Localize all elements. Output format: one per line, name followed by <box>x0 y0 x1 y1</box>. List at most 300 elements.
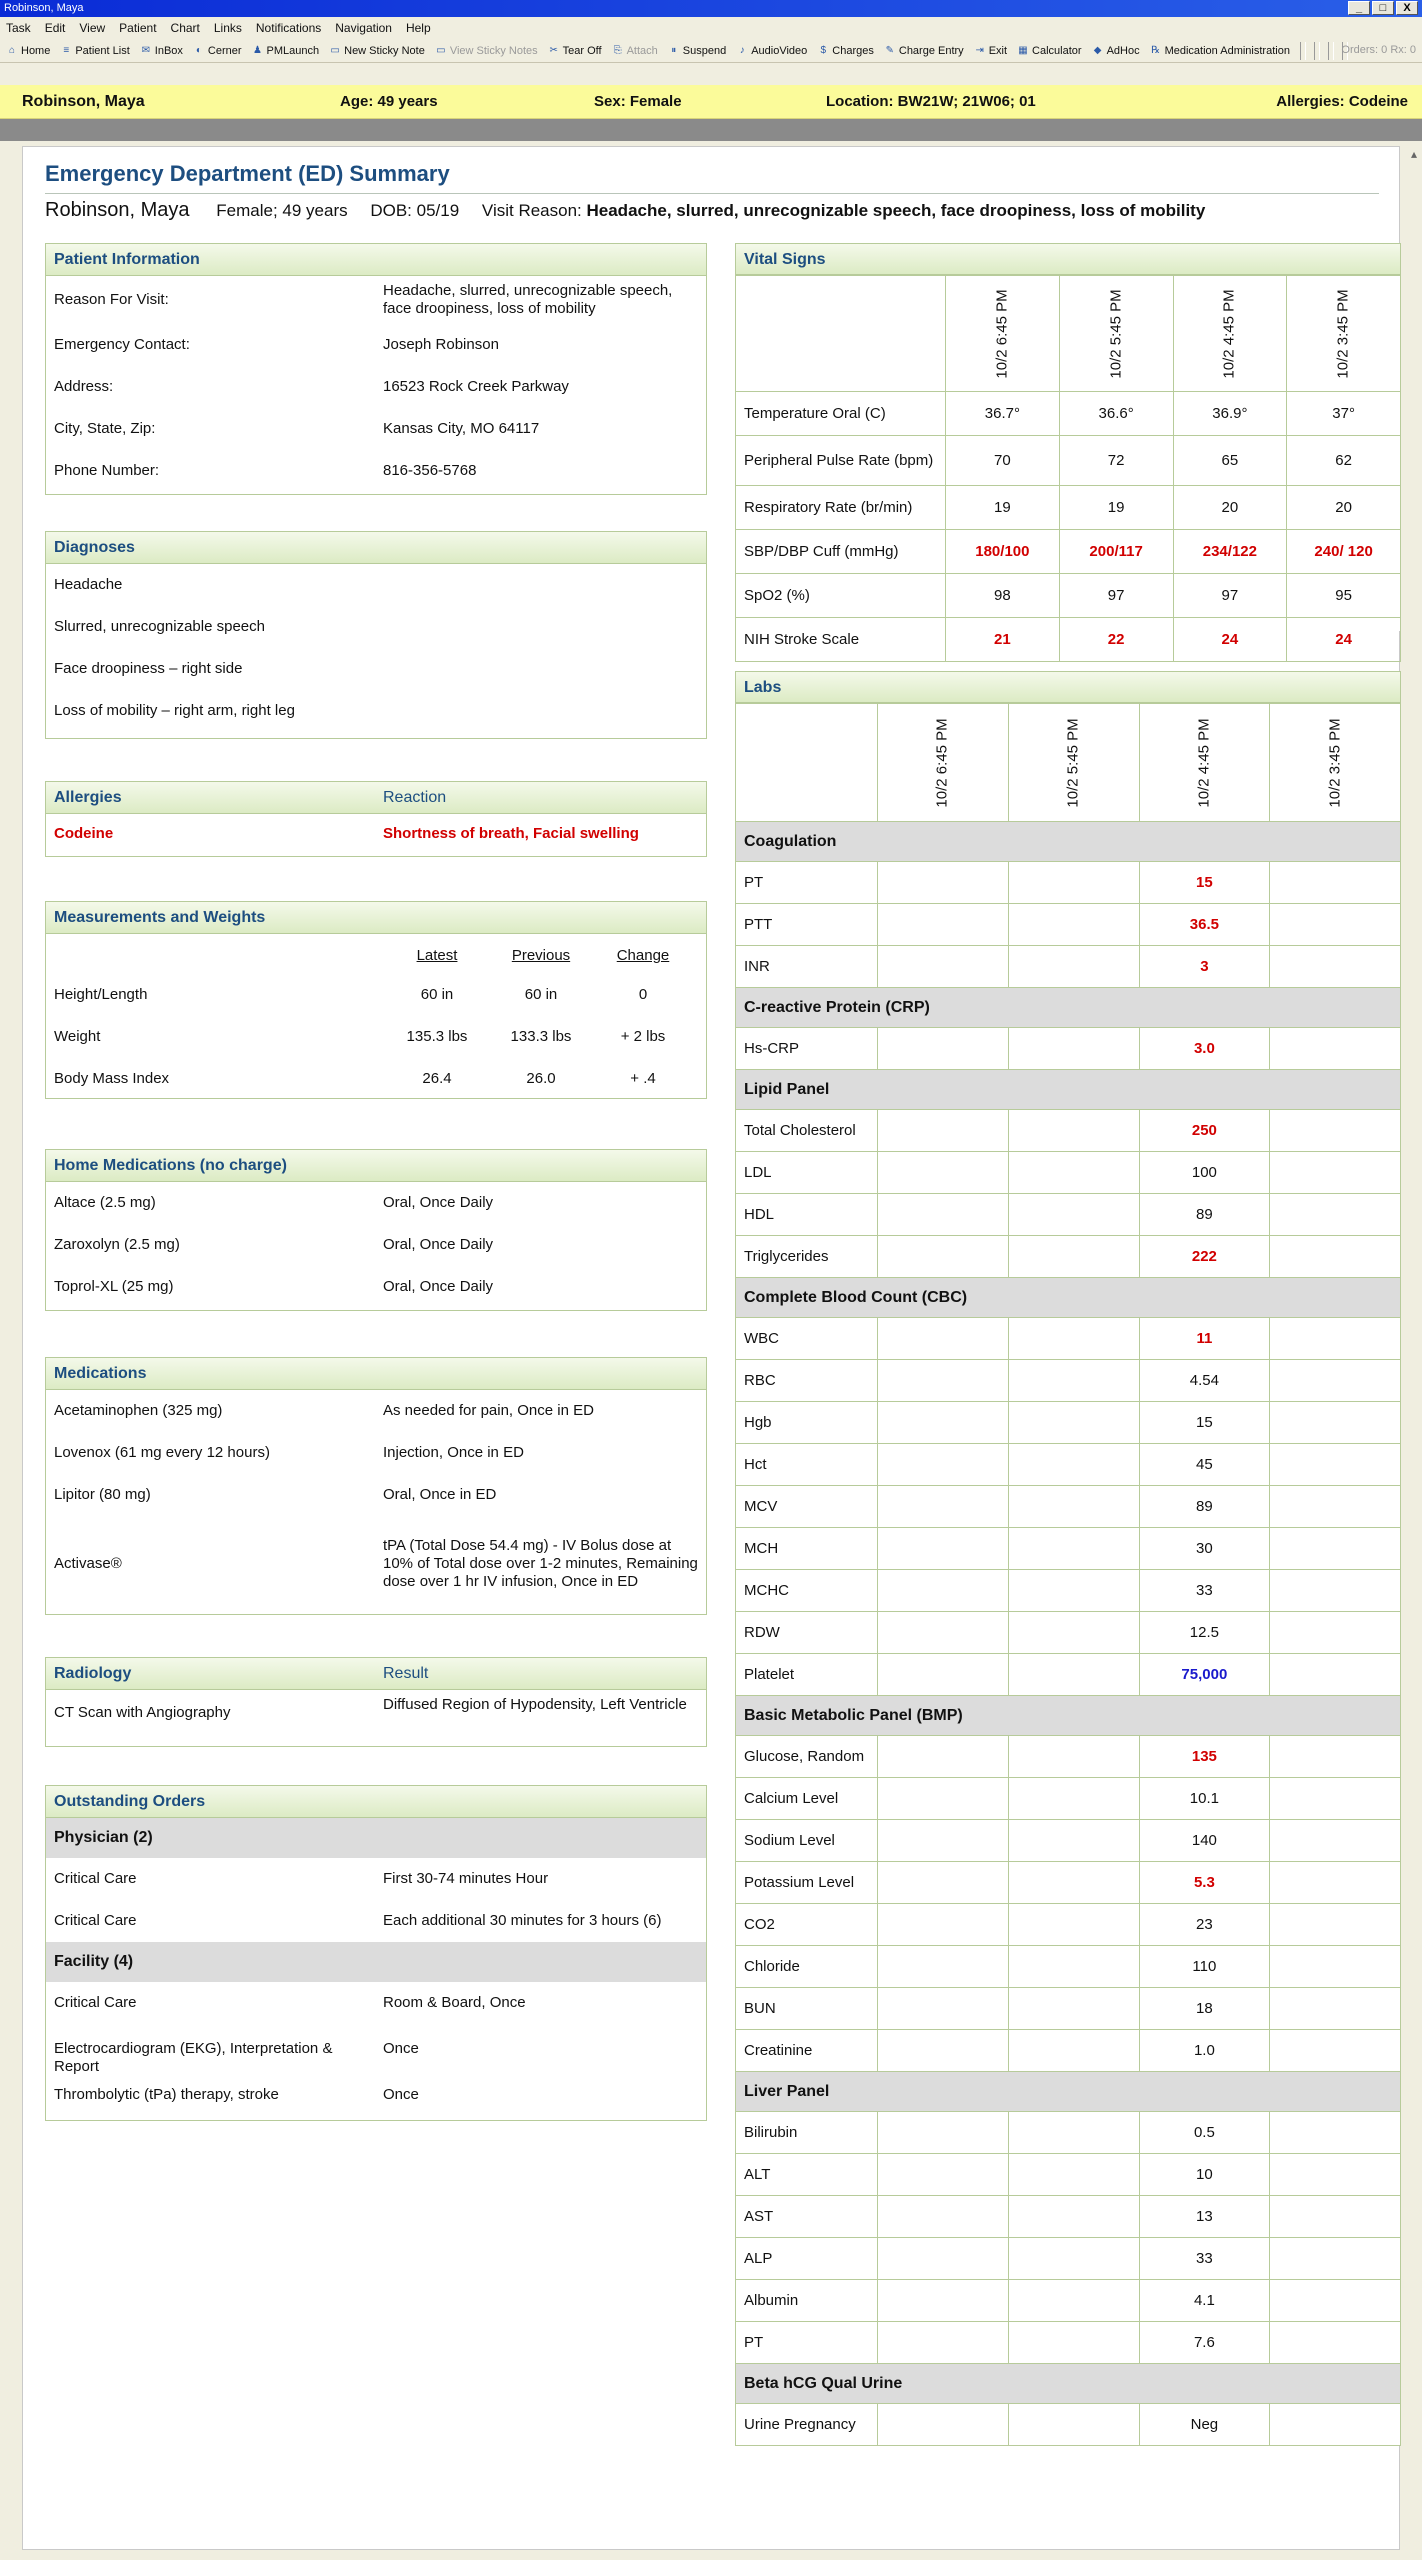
lab-empty-cell <box>1270 1612 1401 1654</box>
cerner-icon: ◐ <box>195 44 202 56</box>
lab-empty-cell <box>1270 1528 1401 1570</box>
lab-test-label: Albumin <box>736 2280 878 2322</box>
lab-result-value: Neg <box>1139 2404 1270 2446</box>
toolbar-view-sticky-notes-button[interactable] <box>435 45 538 57</box>
lab-test-label: Triglycerides <box>736 1236 878 1278</box>
measurement-row <box>46 974 706 1016</box>
lab-empty-cell <box>878 1194 1009 1236</box>
toolbar-calculator-button[interactable] <box>1017 45 1082 57</box>
measurement-value: 60 in <box>420 986 454 1003</box>
allergy-reaction: Shortness of breath, Facial swelling <box>383 825 639 842</box>
menu-bar <box>0 17 1422 39</box>
lab-test-label: PTT <box>736 904 878 946</box>
toolbar-button-label: Cerner <box>207 44 242 57</box>
measurement-value: 135.3 lbs <box>406 1028 468 1045</box>
toolbar-button-label: Exit <box>988 44 1008 57</box>
toolbar-adhoc-button[interactable] <box>1092 45 1140 57</box>
lab-section-title: Complete Blood Count (CBC) <box>736 1278 1401 1318</box>
lab-section-row <box>736 1070 1401 1110</box>
banner-location: Location: BW21W; 21W06; 01 <box>826 93 1036 110</box>
lab-empty-cell <box>878 1862 1009 1904</box>
menu-edit[interactable]: Edit <box>44 21 66 35</box>
diagnosis-text: Slurred, unrecognizable speech <box>54 618 265 635</box>
lab-empty-cell <box>878 904 1009 946</box>
lab-empty-cell <box>1008 2112 1139 2154</box>
labs-header: Labs <box>735 671 1401 703</box>
lab-empty-cell <box>878 1528 1009 1570</box>
suspend-icon: ⏸ <box>671 44 677 56</box>
patient-banner <box>0 85 1422 119</box>
labs-corner-cell <box>736 704 878 822</box>
audio-video-icon: ♪ <box>739 44 745 56</box>
lab-test-label: Urine Pregnancy <box>736 2404 878 2446</box>
lab-result-value: 89 <box>1139 1486 1270 1528</box>
toolbar-patient-list-button[interactable] <box>60 45 129 57</box>
patient-list-icon: ≡ <box>63 44 70 56</box>
lab-empty-cell <box>1008 1654 1139 1696</box>
lab-test-label: RBC <box>736 1360 878 1402</box>
lab-empty-cell <box>1270 1360 1401 1402</box>
lab-section-title: Basic Metabolic Panel (BMP) <box>736 1696 1401 1736</box>
patient-info-row-value: Headache, slurred, unrecognizable speech, face droopiness, loss of mobility <box>383 282 673 317</box>
lab-empty-cell <box>1270 2030 1401 2072</box>
facility-order-row-label: Electrocardiogram (EKG), Interpretation & Report <box>54 2040 333 2075</box>
lab-result-row <box>736 1028 1401 1070</box>
allergies-header <box>46 782 706 814</box>
banner-age: Age: 49 years <box>340 93 438 110</box>
toolbar-attach-button[interactable] <box>612 45 658 57</box>
patient-info-row-label: Reason For Visit: <box>54 291 169 308</box>
vital-signs-table <box>735 275 1401 662</box>
visit-reason-label: Visit Reason: <box>481 201 582 220</box>
medication-row-label: Lovenox (61 mg every 12 hours) <box>54 1444 270 1461</box>
vital-sign-value: 22 <box>1059 618 1173 662</box>
lab-result-row <box>736 2238 1401 2280</box>
lab-result-row <box>736 1946 1401 1988</box>
vital-sign-value: 19 <box>946 486 1060 530</box>
toolbar-inbox-button[interactable] <box>140 45 183 57</box>
vital-sign-value: 180/100 <box>946 530 1060 574</box>
lab-test-label: CO2 <box>736 1904 878 1946</box>
lab-section-title: Lipid Panel <box>736 1070 1401 1110</box>
lab-empty-cell <box>1270 862 1401 904</box>
lab-result-row <box>736 1486 1401 1528</box>
lab-result-row <box>736 1862 1401 1904</box>
diagnosis-item <box>46 648 706 690</box>
page-title: Emergency Department (ED) Summary <box>45 161 450 186</box>
lab-empty-cell <box>1270 1194 1401 1236</box>
maximize-button[interactable]: □ <box>1372 1 1394 15</box>
lab-result-row <box>736 1528 1401 1570</box>
vital-signs-panel <box>735 243 1401 648</box>
lab-empty-cell <box>878 1028 1009 1070</box>
lab-empty-cell <box>1270 2112 1401 2154</box>
lab-empty-cell <box>878 1612 1009 1654</box>
toolbar-separator <box>1300 42 1306 60</box>
toolbar-exit-button[interactable] <box>974 45 1007 57</box>
lab-empty-cell <box>1008 1778 1139 1820</box>
diagnosis-text: Loss of mobility – right arm, right leg <box>54 702 295 719</box>
lab-test-label: INR <box>736 946 878 988</box>
vital-sign-label: Temperature Oral (C) <box>736 392 946 436</box>
lab-result-value: 18 <box>1139 1988 1270 2030</box>
lab-test-label: Total Cholesterol <box>736 1110 878 1152</box>
lab-empty-cell <box>878 1778 1009 1820</box>
radiology-header <box>46 1658 706 1690</box>
labs-panel <box>735 671 1401 2446</box>
lab-result-row <box>736 1110 1401 1152</box>
toolbar-separator <box>1314 42 1320 60</box>
calculator-icon: ▦ <box>1018 44 1028 56</box>
facility-orders-group: Facility (4) <box>46 1942 706 1982</box>
lab-empty-cell <box>1270 1904 1401 1946</box>
lab-result-row <box>736 1152 1401 1194</box>
vital-sign-label: SpO2 (%) <box>736 574 946 618</box>
lab-result-value: 12.5 <box>1139 1612 1270 1654</box>
lab-result-value: 11 <box>1139 1318 1270 1360</box>
lab-test-label: Glucose, Random <box>736 1736 878 1778</box>
lab-empty-cell <box>1270 1318 1401 1360</box>
previous-column-header: Previous <box>511 947 571 964</box>
menu-navigation[interactable]: Navigation <box>335 21 392 35</box>
lab-result-row <box>736 2322 1401 2364</box>
vitals-time-label: 10/2 5:45 PM <box>1107 288 1125 379</box>
lab-section-row <box>736 988 1401 1028</box>
toolbar-button-label: New Sticky Note <box>344 44 425 57</box>
home-icon: ⌂ <box>8 44 16 56</box>
lab-test-label: Calcium Level <box>736 1778 878 1820</box>
diagnosis-item <box>46 690 706 732</box>
toolbar-separator <box>1328 42 1334 60</box>
lab-empty-cell <box>1270 904 1401 946</box>
lab-empty-cell <box>1008 946 1139 988</box>
vital-sign-value: 24 <box>1287 618 1401 662</box>
vital-sign-label: Respiratory Rate (br/min) <box>736 486 946 530</box>
lab-test-label: Chloride <box>736 1946 878 1988</box>
lab-empty-cell <box>1008 1110 1139 1152</box>
lab-empty-cell <box>1270 1778 1401 1820</box>
lab-result-value: 135 <box>1139 1736 1270 1778</box>
vital-sign-row <box>736 530 1401 574</box>
toolbar-audiovideo-button[interactable] <box>736 45 807 57</box>
lab-result-row <box>736 2030 1401 2072</box>
toolbar-tear-off-button[interactable] <box>548 45 602 57</box>
lab-empty-cell <box>1270 1570 1401 1612</box>
medication-row <box>46 1516 706 1612</box>
vital-sign-value: 98 <box>946 574 1060 618</box>
patient-info-row <box>46 366 706 408</box>
toolbar-button-label: AdHoc <box>1106 44 1140 57</box>
toolbar-home-button[interactable] <box>6 45 50 57</box>
toolbar-charges-button[interactable] <box>817 45 874 57</box>
facility-order-row <box>46 2074 706 2116</box>
patient-info-row <box>46 324 706 366</box>
lab-section-title: Coagulation <box>736 822 1401 862</box>
menu-patient[interactable]: Patient <box>119 21 157 35</box>
lab-result-value: 30 <box>1139 1528 1270 1570</box>
lab-result-row <box>736 1570 1401 1612</box>
lab-test-label: WBC <box>736 1318 878 1360</box>
diagnosis-text: Headache <box>54 576 123 593</box>
facility-order-row <box>46 2024 706 2074</box>
menu-notifications[interactable]: Notifications <box>255 21 322 35</box>
banner-divider <box>0 119 1422 141</box>
charge-entry-icon: ✎ <box>885 44 895 56</box>
lab-empty-cell <box>1008 1028 1139 1070</box>
vitals-time-header <box>1173 276 1287 392</box>
labs-time-label: 10/2 4:45 PM <box>1195 717 1213 808</box>
lab-empty-cell <box>1008 904 1139 946</box>
lab-empty-cell <box>878 1486 1009 1528</box>
lab-test-label: MCV <box>736 1486 878 1528</box>
measurement-value: + 2 lbs <box>620 1028 666 1045</box>
toolbar-charge-entry-button[interactable] <box>884 45 964 57</box>
lab-empty-cell <box>1270 1736 1401 1778</box>
lab-empty-cell <box>878 862 1009 904</box>
lab-empty-cell <box>1008 1612 1139 1654</box>
home-med-row-label: Altace (2.5 mg) <box>54 1194 156 1211</box>
home-med-row-label: Zaroxolyn (2.5 mg) <box>54 1236 180 1253</box>
labs-time-header <box>1270 704 1401 822</box>
radiology-title: Radiology <box>54 1665 132 1682</box>
toolbar-suspend-button[interactable] <box>668 45 726 57</box>
physician-order-row <box>46 1858 706 1900</box>
menu-chart[interactable]: Chart <box>170 21 200 35</box>
lab-empty-cell <box>878 1654 1009 1696</box>
vital-sign-value: 200/117 <box>1059 530 1173 574</box>
orders-count: Orders: 0 Rx: 0 <box>1341 44 1416 56</box>
medication-row <box>46 1432 706 1474</box>
lab-result-value: 3.0 <box>1139 1028 1270 1070</box>
measurement-value: 26.0 <box>526 1070 556 1087</box>
banner-sex: Sex: Female <box>594 93 682 110</box>
lab-section-row <box>736 822 1401 862</box>
lab-empty-cell <box>1008 2196 1139 2238</box>
toolbar-new-sticky-note-button[interactable] <box>329 45 425 57</box>
result-column-header: Result <box>383 1665 429 1682</box>
measurement-row <box>46 1016 706 1058</box>
lab-result-value: 1.0 <box>1139 2030 1270 2072</box>
lab-empty-cell <box>1008 2030 1139 2072</box>
toolbar-button-label: Tear Off <box>562 44 602 57</box>
lab-result-row <box>736 862 1401 904</box>
view-sticky-icon: ▭ <box>436 44 446 56</box>
diagnosis-text: Face droopiness – right side <box>54 660 243 677</box>
lab-section-row <box>736 1278 1401 1318</box>
vital-sign-row <box>736 574 1401 618</box>
facility-order-row-label: Thrombolytic (tPa) therapy, stroke <box>54 2086 279 2103</box>
lab-empty-cell <box>878 1904 1009 1946</box>
summary-dob: DOB: 05/19 <box>370 201 460 220</box>
lab-result-value: 10 <box>1139 2154 1270 2196</box>
lab-empty-cell <box>878 1988 1009 2030</box>
lab-empty-cell <box>878 1820 1009 1862</box>
lab-test-label: HDL <box>736 1194 878 1236</box>
lab-result-row <box>736 2404 1401 2446</box>
diagnosis-item <box>46 606 706 648</box>
toolbar-button-label: Suspend <box>682 44 727 57</box>
lab-empty-cell <box>1008 1152 1139 1194</box>
lab-section-title: C-reactive Protein (CRP) <box>736 988 1401 1028</box>
vitals-time-label: 10/2 6:45 PM <box>993 288 1011 379</box>
lab-empty-cell <box>1008 1570 1139 1612</box>
medication-row-value: As needed for pain, Once in ED <box>383 1402 594 1419</box>
lab-result-row <box>736 1654 1401 1696</box>
lab-empty-cell <box>1008 862 1139 904</box>
medication-row-label: Lipitor (80 mg) <box>54 1486 151 1503</box>
lab-empty-cell <box>1008 1820 1139 1862</box>
tear-off-icon: ✂ <box>549 44 558 56</box>
medications-panel <box>45 1357 707 1615</box>
title-divider <box>45 193 1379 194</box>
lab-result-value: 33 <box>1139 2238 1270 2280</box>
lab-result-row <box>736 2196 1401 2238</box>
lab-result-row <box>736 2112 1401 2154</box>
lab-empty-cell <box>1270 1028 1401 1070</box>
vital-sign-value: 19 <box>1059 486 1173 530</box>
lab-empty-cell <box>878 2196 1009 2238</box>
vitals-time-label: 10/2 3:45 PM <box>1334 288 1352 379</box>
labs-time-header <box>1139 704 1270 822</box>
physician-order-row <box>46 1900 706 1942</box>
lab-test-label: Sodium Level <box>736 1820 878 1862</box>
lab-section-row <box>736 2364 1401 2404</box>
vital-sign-value: 36.9° <box>1173 392 1287 436</box>
toolbar-button-label: Patient List <box>75 44 130 57</box>
vitals-time-header <box>1287 276 1401 392</box>
lab-empty-cell <box>1270 1110 1401 1152</box>
lab-test-label: MCH <box>736 1528 878 1570</box>
measurement-value: 60 in <box>524 986 558 1003</box>
lab-result-value: 4.1 <box>1139 2280 1270 2322</box>
scroll-up-icon[interactable]: ▴ <box>1410 147 1417 161</box>
toolbar-pmlaunch-button[interactable] <box>252 45 320 57</box>
diagnoses-panel <box>45 531 707 739</box>
toolbar-button-label: AudioVideo <box>751 44 808 57</box>
lab-result-value: 13 <box>1139 2196 1270 2238</box>
lab-result-row <box>736 1360 1401 1402</box>
labs-time-header <box>1008 704 1139 822</box>
lab-result-row <box>736 1736 1401 1778</box>
lab-empty-cell <box>878 2238 1009 2280</box>
lab-empty-cell <box>1270 1486 1401 1528</box>
lab-section-row <box>736 1696 1401 1736</box>
minimize-button[interactable]: _ <box>1348 1 1370 15</box>
patient-info-row-label: City, State, Zip: <box>54 420 156 437</box>
measurement-label: Weight <box>54 1028 101 1045</box>
home-med-row-value: Oral, Once Daily <box>383 1236 494 1253</box>
medications-header: Medications <box>46 1358 706 1390</box>
lab-test-label: Potassium Level <box>736 1862 878 1904</box>
vital-sign-value: 24 <box>1173 618 1287 662</box>
lab-empty-cell <box>878 1736 1009 1778</box>
lab-empty-cell <box>1270 1236 1401 1278</box>
lab-test-label: Creatinine <box>736 2030 878 2072</box>
lab-empty-cell <box>1270 2154 1401 2196</box>
lab-empty-cell <box>1270 1862 1401 1904</box>
vital-sign-value: 21 <box>946 618 1060 662</box>
patient-info-row <box>46 450 706 492</box>
exit-icon: ⇥ <box>975 44 984 56</box>
vitals-corner-cell <box>736 276 946 392</box>
vitals-time-label: 10/2 4:45 PM <box>1220 288 1238 379</box>
medication-row-label: Activase® <box>54 1555 122 1572</box>
patient-information-header: Patient Information <box>46 244 706 276</box>
lab-result-value: 110 <box>1139 1946 1270 1988</box>
lab-empty-cell <box>1270 946 1401 988</box>
home-med-row-value: Oral, Once Daily <box>383 1194 494 1211</box>
attach-icon: ⎘ <box>613 44 622 56</box>
vital-sign-value: 95 <box>1287 574 1401 618</box>
lab-result-row <box>736 1904 1401 1946</box>
lab-result-value: 222 <box>1139 1236 1270 1278</box>
medication-row-value: Injection, Once in ED <box>383 1444 524 1461</box>
lab-empty-cell <box>1270 2238 1401 2280</box>
lab-empty-cell <box>878 1360 1009 1402</box>
pmlaunch-icon: ♟ <box>253 44 263 56</box>
lab-result-value: 0.5 <box>1139 2112 1270 2154</box>
toolbar-medication-administration-button[interactable] <box>1150 45 1290 57</box>
vital-sign-value: 70 <box>946 436 1060 486</box>
lab-empty-cell <box>1270 2404 1401 2446</box>
toolbar-cerner-button[interactable] <box>193 45 242 57</box>
sticky-note-icon: ▭ <box>330 44 340 56</box>
lab-result-value: 23 <box>1139 1904 1270 1946</box>
labs-table <box>735 703 1401 2446</box>
lab-test-label: Hgb <box>736 1402 878 1444</box>
lab-result-value: 5.3 <box>1139 1862 1270 1904</box>
vital-signs-header: Vital Signs <box>735 243 1401 275</box>
lab-empty-cell <box>878 1402 1009 1444</box>
lab-empty-cell <box>878 2112 1009 2154</box>
menu-task[interactable]: Task <box>6 21 31 35</box>
measurement-value: 26.4 <box>422 1070 452 1087</box>
lab-test-label: ALP <box>736 2238 878 2280</box>
lab-empty-cell <box>878 1570 1009 1612</box>
vital-sign-value: 72 <box>1059 436 1173 486</box>
lab-result-value: 15 <box>1139 1402 1270 1444</box>
charges-icon: $ <box>820 44 827 56</box>
lab-empty-cell <box>1270 1946 1401 1988</box>
ed-summary-document[interactable] <box>22 146 1417 2550</box>
lab-test-label: AST <box>736 2196 878 2238</box>
diagnoses-header: Diagnoses <box>46 532 706 564</box>
radiology-panel <box>45 1657 707 1747</box>
lab-empty-cell <box>1270 2322 1401 2364</box>
labs-time-header <box>878 704 1009 822</box>
lab-empty-cell <box>1270 1402 1401 1444</box>
toolbar-button-label: Home <box>21 44 51 57</box>
vitals-time-header <box>1059 276 1173 392</box>
lab-empty-cell <box>1008 1528 1139 1570</box>
facility-order-row-value: Once <box>383 2040 419 2057</box>
labs-time-label: 10/2 5:45 PM <box>1064 717 1082 808</box>
vital-sign-value: 36.7° <box>946 392 1060 436</box>
lab-result-row <box>736 1236 1401 1278</box>
menu-links[interactable]: Links <box>213 21 242 35</box>
lab-result-row <box>736 1988 1401 2030</box>
patient-info-row-label: Emergency Contact: <box>54 336 190 353</box>
menu-view[interactable]: View <box>79 21 106 35</box>
physician-order-row-label: Critical Care <box>54 1912 137 1929</box>
toolbar-button-label: View Sticky Notes <box>449 44 538 57</box>
lab-test-label: ALT <box>736 2154 878 2196</box>
measurement-label: Height/Length <box>54 986 148 1003</box>
close-button[interactable]: X <box>1396 1 1418 15</box>
medication-row-label: Acetaminophen (325 mg) <box>54 1402 223 1419</box>
menu-help[interactable]: Help <box>405 21 431 35</box>
patient-information-panel <box>45 243 707 495</box>
